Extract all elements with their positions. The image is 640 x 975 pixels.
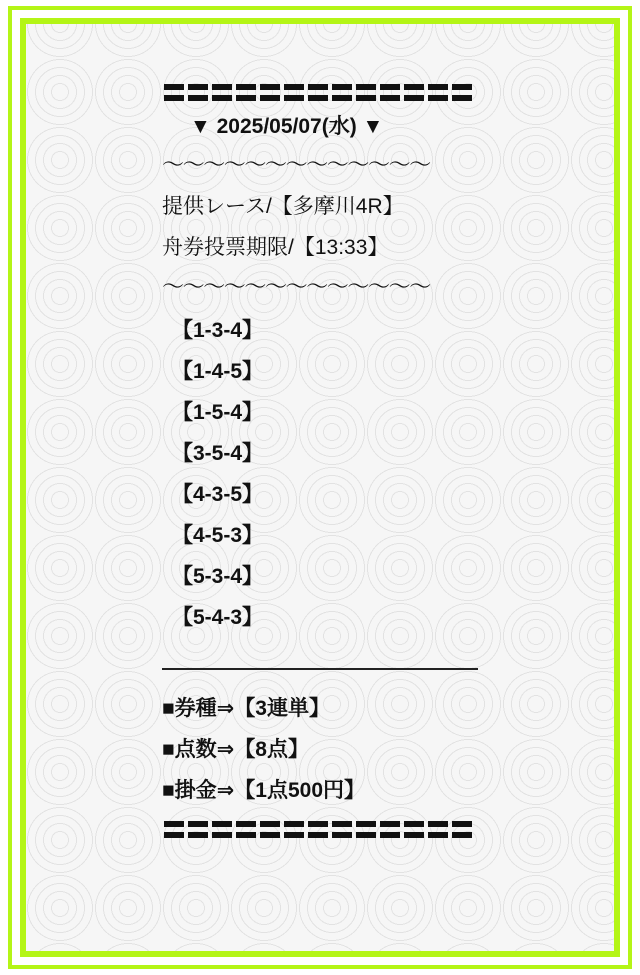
top-double-rule — [164, 80, 476, 104]
combination-item: 【5-4-3】 — [172, 606, 264, 629]
date-line: ▼ 2025/05/07(水) ▼ — [190, 115, 384, 138]
combination-item: 【5-3-4】 — [172, 565, 264, 588]
horizontal-divider — [162, 668, 478, 670]
bet-summary — [162, 688, 482, 811]
stake-line: ■掛金⇒【1点500円】 — [162, 779, 365, 802]
points-line: ■点数⇒【8点】 — [162, 738, 309, 761]
combination-item: 【1-4-5】 — [172, 360, 264, 383]
combination-item: 【4-5-3】 — [172, 524, 264, 547]
race-line: 提供レース/【多摩川4R】 — [162, 195, 404, 218]
combination-list — [162, 310, 482, 638]
tip-card — [162, 80, 482, 845]
combination-item: 【3-5-4】 — [172, 442, 264, 465]
bet-type-line: ■券種⇒【3連単】 — [162, 697, 330, 720]
combination-item: 【1-5-4】 — [172, 401, 264, 424]
deadline-line: 舟券投票期限/【13:33】 — [162, 236, 389, 259]
wave-divider-bottom: 〜〜〜〜〜〜〜〜〜〜〜〜〜 — [162, 275, 430, 300]
wave-divider-top: 〜〜〜〜〜〜〜〜〜〜〜〜〜 — [162, 153, 430, 178]
combination-item: 【4-3-5】 — [172, 483, 264, 506]
combination-item: 【1-3-4】 — [172, 319, 264, 342]
bottom-double-rule — [164, 817, 476, 841]
